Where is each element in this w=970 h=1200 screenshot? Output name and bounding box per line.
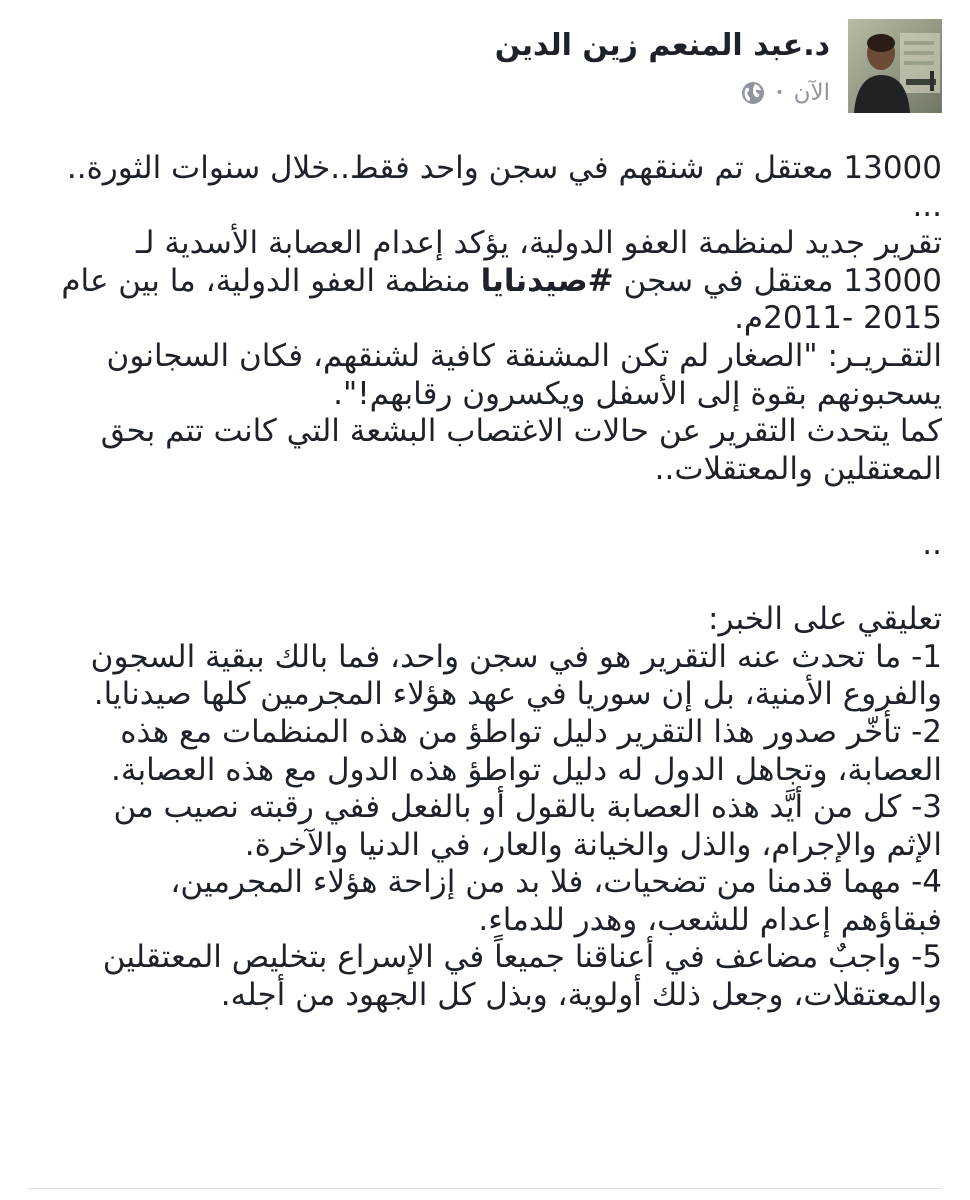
post-line-6: التقـريـر: "الصغار لم تكن المشنقة كافية لشنقهم، فكان السجانون: [106, 337, 942, 374]
post-line-11: تعليقي على الخبر:: [708, 601, 942, 638]
post-line-4: [20, 263, 942, 301]
avatar-photo: [848, 19, 942, 113]
paragraph-gap: [20, 564, 942, 602]
post-line-16: 3- كل من أيَّد هذه العصابة بالقول أو بالفعل ففي رقبته نصيب من: [113, 789, 942, 826]
post-line-7: يسحبونهم بقوة إلى الأسفل ويكسرون رقابهم!".: [333, 375, 942, 412]
paragraph-gap: [20, 488, 942, 526]
meta-separator: •: [775, 85, 784, 101]
post-line-15: العصابة، وتجاهل الدول له دليل تواطؤ هذه الدول مع هذه العصابة.: [110, 751, 942, 788]
hashtag-link[interactable]: #صيدنايا: [480, 262, 614, 299]
post-line-9: المعتقلين والمعتقلات..: [654, 450, 942, 487]
post-line-2: ...: [912, 187, 942, 224]
post-line-3: تقرير جديد لمنظمة العفو الدولية، يؤكد إعدام العصابة الأسدية لـ: [135, 225, 942, 262]
line-4-end: منظمة العفو الدولية، ما بين عام: [61, 262, 481, 299]
post-line-12: 1- ما تحدث عنه التقرير هو في سجن واحد، فما بالك ببقية السجون: [90, 638, 942, 675]
post-line-14: 2- تأخّر صدور هذا التقرير دليل تواطؤ من هذه المنظمات مع هذه: [120, 713, 942, 750]
post-line-10: ..: [922, 525, 942, 562]
post-line-8: كما يتحدث التقرير عن حالات الاغتصاب البشعة التي كانت تتم بحق: [100, 413, 942, 450]
post-line-18: 4- مهما قدمنا من تضحيات، فلا بد من إزاحة هؤلاء المجرمين،: [170, 864, 942, 901]
post-line-5: 2015 -2011م.: [734, 300, 942, 337]
post-line-1: 13000 معتقل تم شنقهم في سجن واحد فقط..خلال سنوات الثورة..: [66, 150, 942, 186]
post-line-21: والمعتقلات، وجعل ذلك أولوية، وبذل كل الجهود من أجله.: [220, 977, 942, 1014]
post-meta: [741, 80, 830, 106]
post-line-20: 5- واجبٌ مضاعف في أعناقنا جميعاً في الإسراع بتخليص المعتقلين: [102, 939, 942, 976]
post-divider: [28, 1188, 942, 1189]
post-timestamp[interactable]: الآن: [793, 80, 830, 106]
globe-icon[interactable]: [741, 81, 765, 105]
post-body: [20, 150, 942, 1015]
post-line-19: فبقاؤهم إعدام للشعب، وهدر للدماء.: [478, 901, 942, 938]
post-line-13: والفروع الأمنية، بل إن سوريا في عهد هؤلاء المجرمين كلها صيدنايا.: [93, 676, 942, 713]
line-4-start: 13000 معتقل في سجن: [613, 262, 942, 299]
post-line-17: الإثم والإجرام، والذل والخيانة والعار، في الدنيا والآخرة.: [244, 826, 942, 863]
author-name[interactable]: د.عبد المنعم زين الدين: [494, 28, 830, 63]
author-avatar[interactable]: [848, 19, 942, 113]
